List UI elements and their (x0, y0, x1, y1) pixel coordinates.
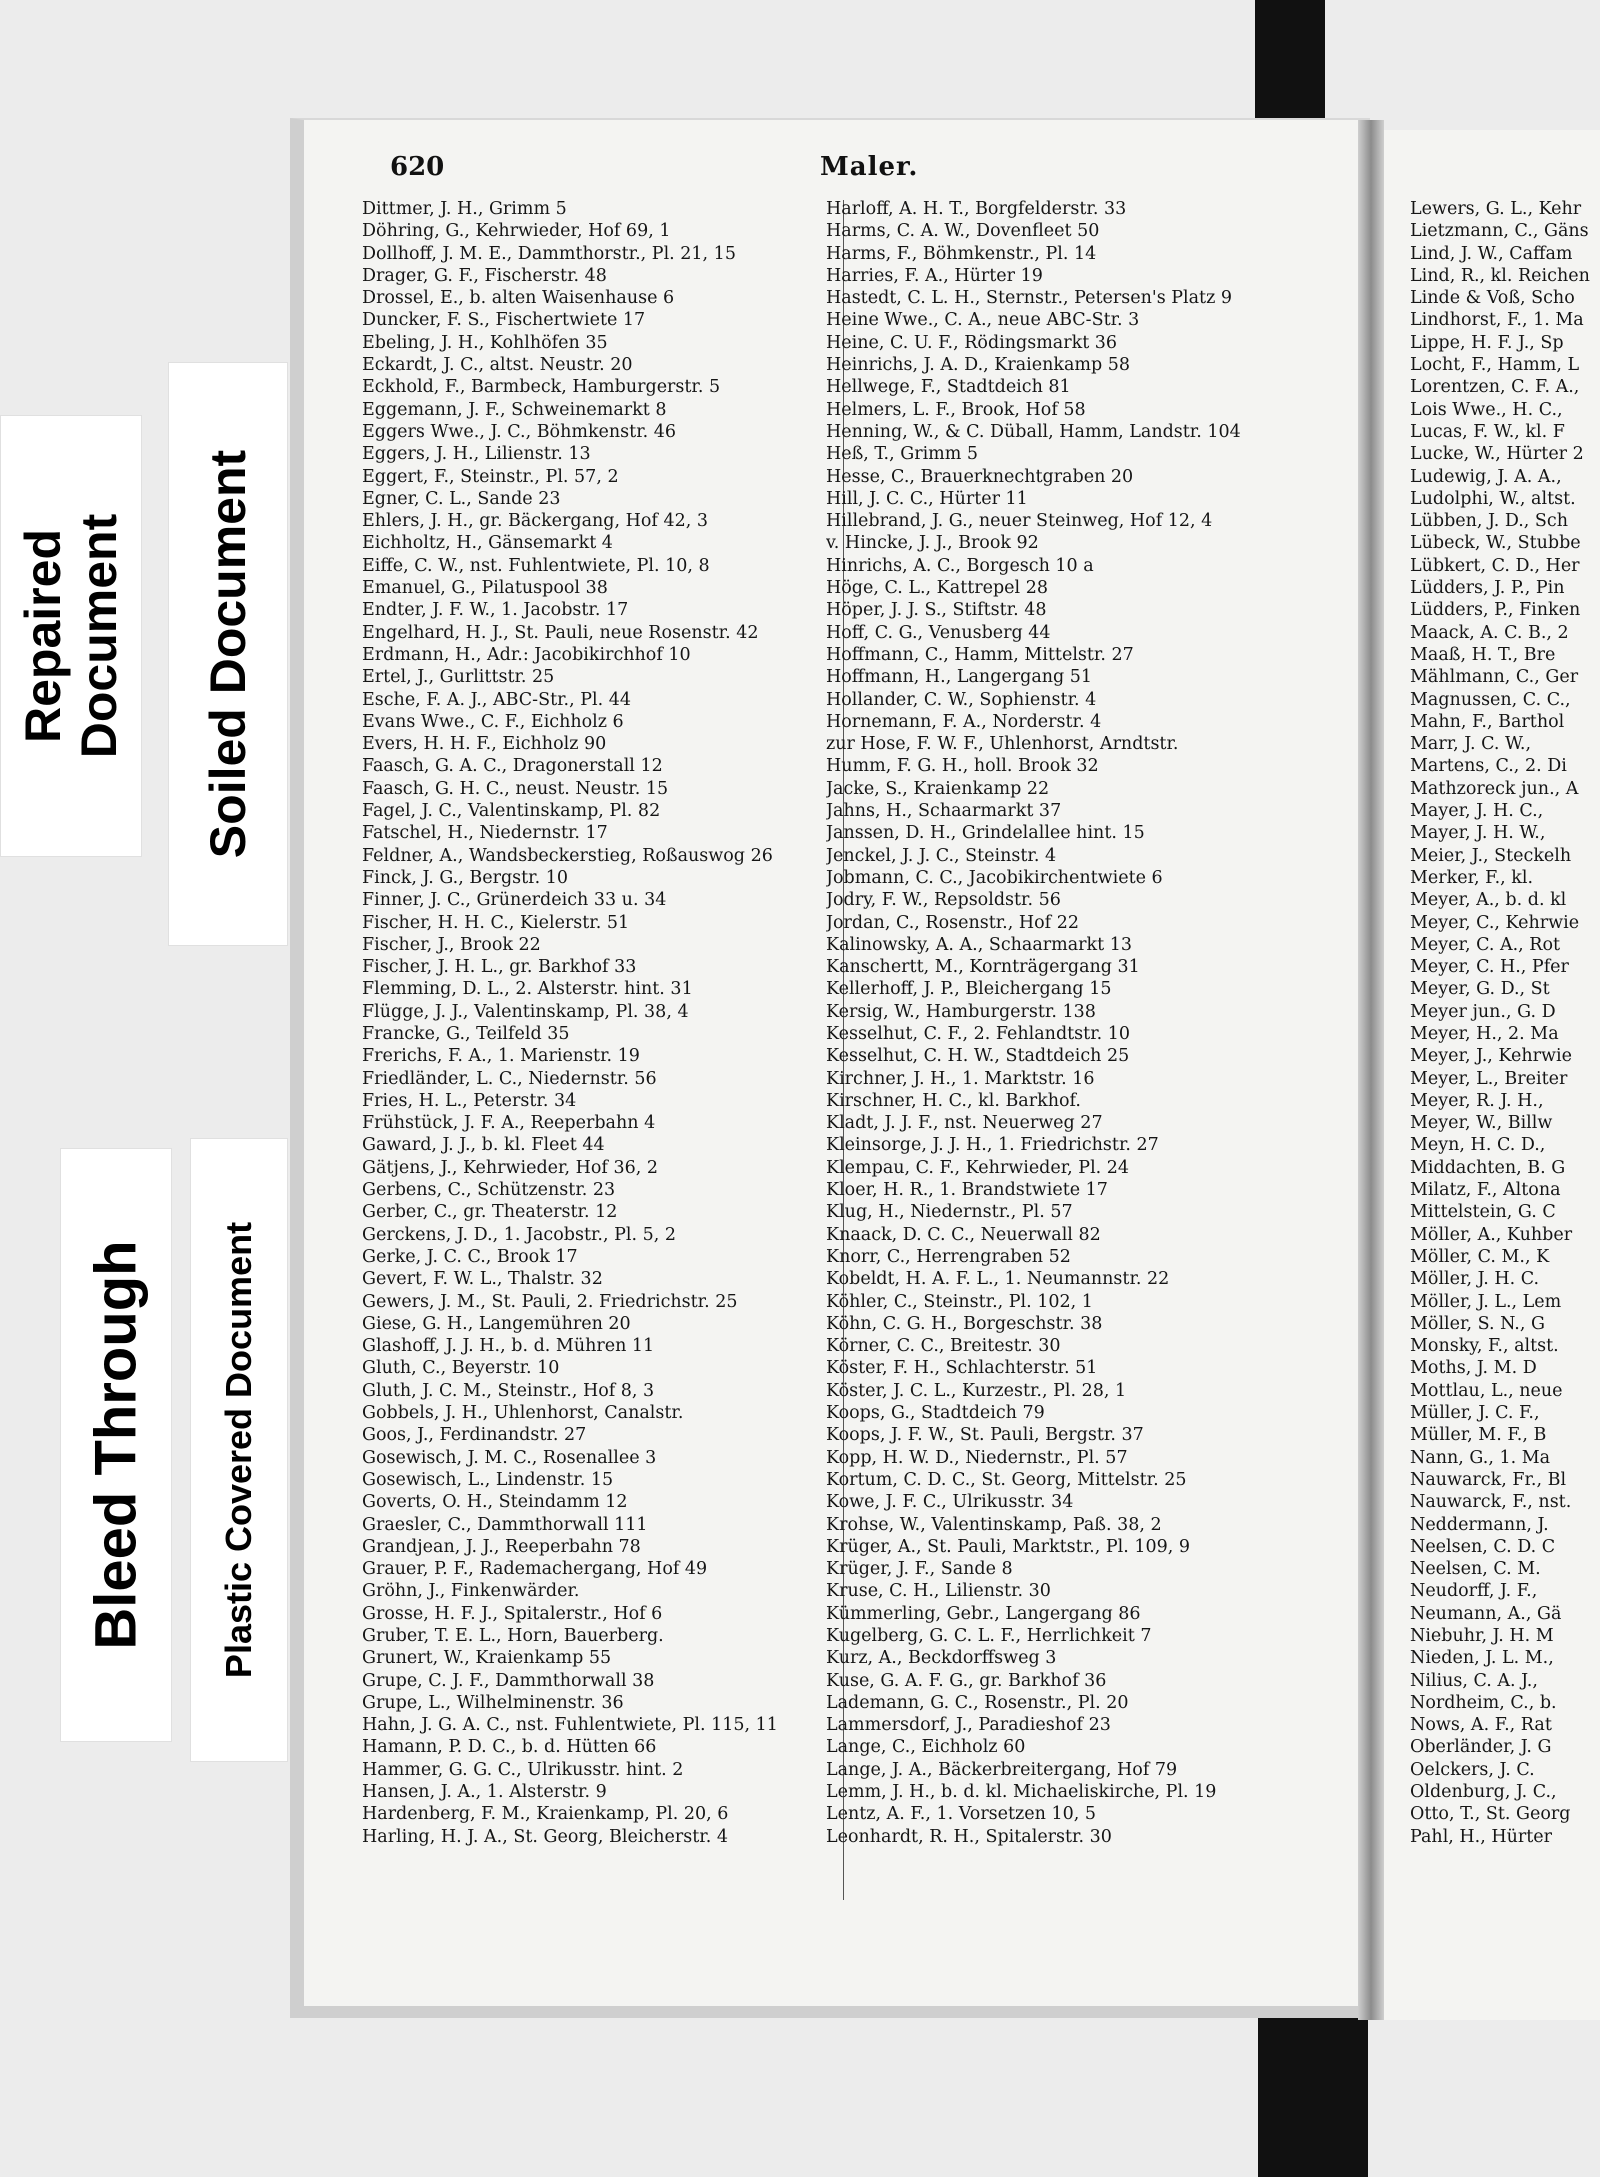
directory-entry: Ertel, J., Gurlittstr. 25 (362, 667, 555, 688)
directory-entry: Nows, A. F., Rat (1410, 1715, 1552, 1736)
directory-entry: Nieden, J. L. M., (1410, 1648, 1554, 1669)
directory-entry: Meyer, C. H., Pfer (1410, 957, 1569, 978)
directory-entry: Drossel, E., b. alten Waisenhause 6 (362, 288, 675, 309)
directory-entry: Grunert, W., Kraienkamp 55 (362, 1648, 612, 1669)
directory-entry: Martens, C., 2. Di (1410, 756, 1567, 777)
directory-entry: Gaward, J. J., b. kl. Fleet 44 (362, 1135, 605, 1156)
directory-entry: Hoffmann, C., Hamm, Mittelstr. 27 (826, 644, 1134, 665)
directory-entry: Meyer, C., Kehrwie (1410, 912, 1580, 933)
directory-entry: Fatschel, H., Niedernstr. 17 (362, 823, 608, 844)
directory-entry: Eiffe, C. W., nst. Fuhlentwiete, Pl. 10, 8 (362, 555, 710, 576)
directory-entry: Humm, F. G. H., holl. Brook 32 (826, 756, 1099, 777)
directory-entry: Nilius, C. A. J., (1410, 1670, 1538, 1691)
directory-entry: Lindhorst, F., 1. Ma (1410, 310, 1584, 331)
directory-entry: Harms, F., Böhmkenstr., Pl. 14 (826, 243, 1097, 264)
directory-entry: Marr, J. C. W., (1410, 734, 1532, 755)
directory-entry: Kalinowsky, A. A., Schaarmarkt 13 (826, 934, 1133, 955)
directory-entry: Döhring, G., Kehrwieder, Hof 69, 1 (362, 221, 671, 242)
directory-entry: Müller, J. C. F., (1410, 1403, 1540, 1424)
directory-entry: Drager, G. F., Fischerstr. 48 (362, 265, 607, 286)
directory-entry: Lübeck, W., Stubbe (1410, 533, 1581, 554)
directory-entry: Höper, J. J. S., Stiftstr. 48 (826, 600, 1047, 621)
directory-entry: Hansen, J. A., 1. Alsterstr. 9 (362, 1782, 607, 1803)
directory-entry: Lüdders, J. P., Pin (1410, 578, 1565, 599)
directory-entry: Engelhard, H. J., St. Pauli, neue Rosenstr. 42 (362, 622, 759, 643)
directory-entry: Endter, J. F. W., 1. Jacobstr. 17 (362, 600, 629, 621)
directory-entry: Kladt, J. J. F., nst. Neuerweg 27 (826, 1113, 1103, 1134)
directory-entry: Hammer, G. G. C., Ulrikusstr. hint. 2 (362, 1759, 684, 1780)
page-header (380, 152, 1340, 192)
directory-entry: Kuse, G. A. F. G., gr. Barkhof 36 (826, 1670, 1107, 1691)
directory-entry: Dittmer, J. H., Grimm 5 (362, 199, 567, 219)
directory-entry: Krohse, W., Valentinskamp, Paß. 38, 2 (826, 1514, 1162, 1535)
directory-entry: Meyer, W., Billw (1410, 1113, 1553, 1134)
directory-entry: Gerber, C., gr. Theaterstr. 12 (362, 1202, 618, 1223)
directory-entry: Faasch, G. A. C., Dragonerstall 12 (362, 756, 663, 777)
directory-entry: Höge, C. L., Kattrepel 28 (826, 578, 1048, 599)
directory-entry: Kirchner, J. H., 1. Marktstr. 16 (826, 1068, 1095, 1089)
directory-entry: Neelsen, C. M. (1410, 1559, 1541, 1580)
repaired-label-line-1: Repaired (15, 529, 71, 743)
directory-entry: Lietzmann, C., Gäns (1410, 221, 1589, 242)
directory-entry: Middachten, B. G (1410, 1157, 1566, 1178)
directory-entry: Lucke, W., Hürter 2 (1410, 444, 1584, 465)
directory-entry: Moths, J. M. D (1410, 1358, 1537, 1379)
directory-entry: Fischer, H. H. C., Kielerstr. 51 (362, 912, 630, 933)
directory-entry: Kobeldt, H. A. F. L., 1. Neumannstr. 22 (826, 1269, 1170, 1290)
directory-entry: Gätjens, J., Kehrwieder, Hof 36, 2 (362, 1157, 658, 1178)
directory-entry: Duncker, F. S., Fischertwiete 17 (362, 310, 646, 331)
directory-entry: Jodry, F. W., Repsoldstr. 56 (826, 890, 1061, 911)
directory-entry: Hardenberg, F. M., Kraienkamp, Pl. 20, 6 (362, 1804, 729, 1825)
directory-entry: Müller, M. F., B (1410, 1425, 1547, 1446)
directory-entry: Gevert, F. W. L., Thalstr. 32 (362, 1269, 603, 1290)
directory-entry: Lademann, G. C., Rosenstr., Pl. 20 (826, 1692, 1129, 1713)
directory-entry: Finner, J. C., Grünerdeich 33 u. 34 (362, 890, 667, 911)
directory-entry: Meyer, L., Breiter (1410, 1068, 1568, 1089)
directory-entry: Oelckers, J. C. (1410, 1759, 1535, 1780)
directory-entry: Lucas, F. W., kl. F (1410, 421, 1565, 442)
directory-entry: Mayer, J. H. W., (1410, 823, 1546, 844)
directory-entry: Hollander, C. W., Sophienstr. 4 (826, 689, 1097, 710)
directory-entry: Kowe, J. F. C., Ulrikusstr. 34 (826, 1492, 1074, 1513)
directory-entry: Harloff, A. H. T., Borgfelderstr. 33 (826, 199, 1127, 219)
directory-entry: Meyn, H. C. D., (1410, 1135, 1546, 1156)
directory-entry: Evers, H. H. F., Eichholz 90 (362, 734, 607, 755)
directory-entry: Kurz, A., Beckdorffsweg 3 (826, 1648, 1057, 1669)
directory-entry: Lind, R., kl. Reichen (1410, 265, 1590, 286)
directory-entry: Koops, J. F. W., St. Pauli, Bergstr. 37 (826, 1425, 1144, 1446)
directory-entry: Nauwarck, Fr., Bl (1410, 1469, 1567, 1490)
directory-entry: Meyer jun., G. D (1410, 1001, 1556, 1022)
directory-entry: Eggert, F., Steinstr., Pl. 57, 2 (362, 466, 619, 487)
directory-entry: Maack, A. C. B., 2 (1410, 622, 1569, 643)
directory-entry: Francke, G., Teilfeld 35 (362, 1023, 570, 1044)
directory-entry: Henning, W., & C. Düball, Hamm, Landstr. 104 (826, 421, 1241, 442)
directory-entry: Neumann, A., Gä (1410, 1603, 1562, 1624)
directory-entry: Frerichs, F. A., 1. Marienstr. 19 (362, 1046, 640, 1067)
directory-entry: Mahn, F., Barthol (1410, 711, 1565, 732)
directory-entry: Kellerhoff, J. P., Bleichergang 15 (826, 979, 1112, 1000)
directory-entry: Möller, J. H. C. (1410, 1269, 1540, 1290)
directory-entry: Lüdders, P., Finken (1410, 600, 1581, 621)
directory-column-right (1410, 198, 1600, 1848)
directory-entry: Fagel, J. C., Valentinskamp, Pl. 82 (362, 801, 661, 822)
directory-entry: Linde & Voß, Scho (1410, 288, 1575, 309)
soiled-label-text: Soiled Document (200, 449, 256, 859)
directory-entry: Neddermann, J. (1410, 1514, 1549, 1535)
directory-entry: Krüger, J. F., Sande 8 (826, 1559, 1013, 1580)
bottom-binding-strip (1258, 2010, 1368, 2177)
directory-entry: Knaack, D. C. C., Neuerwall 82 (826, 1224, 1101, 1245)
directory-entry: Nann, G., 1. Ma (1410, 1447, 1551, 1468)
directory-entry: Jobmann, C. C., Jacobikirchentwiete 6 (826, 867, 1163, 888)
directory-entry: Gobbels, J. H., Uhlenhorst, Canalstr. (362, 1403, 684, 1424)
directory-entry: Grauer, P. F., Rademachergang, Hof 49 (362, 1559, 708, 1580)
directory-entry: Hinrichs, A. C., Borgesch 10 a (826, 555, 1094, 576)
directory-entry: Kesselhut, C. H. W., Stadtdeich 25 (826, 1046, 1130, 1067)
directory-entry: Fries, H. L., Peterstr. 34 (362, 1090, 577, 1111)
directory-entry: Gröhn, J., Finkenwärder. (362, 1581, 580, 1602)
directory-entry: Feldner, A., Wandsbeckerstieg, Roßauswog 26 (362, 845, 773, 866)
directory-entry: Evans Wwe., C. F., Eichholz 6 (362, 711, 624, 732)
directory-entry: Fischer, J., Brook 22 (362, 934, 541, 955)
directory-entry: Hornemann, F. A., Norderstr. 4 (826, 711, 1102, 732)
directory-entry: Heß, T., Grimm 5 (826, 444, 979, 465)
directory-entry: Neelsen, C. D. C (1410, 1536, 1556, 1557)
directory-entry: Meyer, C. A., Rot (1410, 934, 1561, 955)
directory-entry: Ehlers, J. H., gr. Bäckergang, Hof 42, 3 (362, 511, 708, 532)
directory-entry: Kugelberg, G. C. L. F., Herrlichkeit 7 (826, 1626, 1152, 1646)
directory-entry: Milatz, F., Altona (1410, 1180, 1561, 1201)
directory-entry: Kruse, C. H., Lilienstr. 30 (826, 1581, 1051, 1602)
directory-entry: Köster, J. C. L., Kurzestr., Pl. 28, 1 (826, 1380, 1127, 1401)
directory-entry: Faasch, G. H. C., neust. Neustr. 15 (362, 778, 669, 799)
directory-entry: Möller, S. N., G (1410, 1313, 1545, 1334)
directory-entry: Lind, J. W., Caffam (1410, 243, 1573, 264)
directory-entry: Meyer, R. J. H., (1410, 1090, 1544, 1111)
directory-entry: Grupe, L., Wilhelminenstr. 36 (362, 1692, 624, 1713)
directory-entry: Meyer, H., 2. Ma (1410, 1023, 1559, 1044)
directory-entry: Kanschertt, M., Kornträgergang 31 (826, 957, 1140, 978)
directory-entry: Harling, H. J. A., St. Georg, Bleicherstr. 4 (362, 1826, 728, 1847)
bleed-label-text: Bleed Through (83, 1240, 149, 1650)
directory-entry: Kesselhut, C. F., 2. Fehlandtstr. 10 (826, 1023, 1131, 1044)
directory-entry: Heine, C. U. F., Rödingsmarkt 36 (826, 332, 1118, 353)
directory-entry: Otto, T., St. Georg (1410, 1804, 1571, 1825)
book-gutter (1358, 120, 1384, 2020)
directory-entry: Nordheim, C., b. (1410, 1692, 1557, 1713)
directory-entry: Hastedt, C. L. H., Sternstr., Petersen's Platz 9 (826, 288, 1232, 309)
bleed-through-label (60, 1148, 172, 1742)
directory-entry: Eggemann, J. F., Schweinemarkt 8 (362, 399, 667, 420)
directory-entry: Kopp, H. W. D., Niedernstr., Pl. 57 (826, 1447, 1128, 1468)
directory-entry: Ludewig, J. A. A., (1410, 466, 1562, 487)
directory-entry: Lois Wwe., H. C., (1410, 399, 1563, 420)
directory-entry: Kortum, C. D. C., St. Georg, Mittelstr. 25 (826, 1469, 1187, 1490)
directory-entry: Janssen, D. H., Grindelallee hint. 15 (826, 823, 1145, 844)
directory-entry: Eggers Wwe., J. C., Böhmkenstr. 46 (362, 421, 677, 442)
directory-entry: Neudorff, J. F., (1410, 1581, 1538, 1602)
directory-entry: Knorr, C., Herrengraben 52 (826, 1246, 1071, 1267)
top-binding-strip (1255, 0, 1325, 128)
directory-entry: Hoff, C. G., Venusberg 44 (826, 622, 1051, 643)
directory-entry: Grupe, C. J. F., Dammthorwall 38 (362, 1670, 655, 1691)
directory-entry: Kirschner, H. C., kl. Barkhof. (826, 1090, 1081, 1111)
page-number: 620 (390, 152, 445, 182)
directory-entry: Fischer, J. H. L., gr. Barkhof 33 (362, 957, 637, 978)
directory-entry: Kümmerling, Gebr., Langergang 86 (826, 1603, 1141, 1624)
directory-entry: Köster, F. H., Schlachterstr. 51 (826, 1358, 1098, 1379)
directory-entry: Mathzoreck jun., A (1410, 778, 1579, 799)
directory-entry: Pahl, H., Hürter (1410, 1826, 1553, 1847)
directory-entry: Kersig, W., Hamburgerstr. 138 (826, 1001, 1096, 1022)
directory-entry: Grandjean, J. J., Reeperbahn 78 (362, 1536, 641, 1557)
directory-entry: Ludolphi, W., altst. (1410, 488, 1576, 509)
directory-entry: Hahn, J. G. A. C., nst. Fuhlentwiete, Pl. 115, 11 (362, 1715, 778, 1736)
directory-entry: Hellwege, F., Stadtdeich 81 (826, 377, 1071, 398)
directory-entry: Hesse, C., Brauerknechtgraben 20 (826, 466, 1134, 487)
directory-entry: Lewers, G. L., Kehr (1410, 199, 1582, 219)
directory-entry: Dollhoff, J. M. E., Dammthorstr., Pl. 21, 15 (362, 243, 736, 264)
directory-entry: Lemm, J. H., b. d. kl. Michaeliskirche, Pl. 19 (826, 1782, 1217, 1803)
directory-entry: Lübben, J. D., Sch (1410, 511, 1568, 532)
directory-entry: Mählmann, C., Ger (1410, 667, 1579, 688)
directory-entry: Klempau, C. F., Kehrwieder, Pl. 24 (826, 1157, 1130, 1178)
directory-entry: Lange, J. A., Bäckerbreitergang, Hof 79 (826, 1759, 1178, 1780)
directory-entry: Erdmann, H., Adr.: Jacobikirchhof 10 (362, 644, 691, 665)
directory-entry: Meyer, A., b. d. kl (1410, 890, 1567, 911)
directory-entry: Lippe, H. F. J., Sp (1410, 332, 1564, 353)
directory-entry: Graesler, C., Dammthorwall 111 (362, 1514, 648, 1535)
directory-entry: Gluth, C., Beyerstr. 10 (362, 1358, 560, 1379)
directory-entry: Frühstück, J. F. A., Reeperbahn 4 (362, 1113, 656, 1134)
directory-entry: Klug, H., Niedernstr., Pl. 57 (826, 1202, 1073, 1223)
soiled-document-label (168, 362, 288, 946)
directory-column-middle (826, 198, 1356, 1848)
directory-entry: Meyer, J., Kehrwie (1410, 1046, 1572, 1067)
directory-entry: Harries, F. A., Hürter 19 (826, 265, 1043, 286)
directory-entry: Hoffmann, H., Langergang 51 (826, 667, 1093, 688)
directory-entry: Eggers, J. H., Lilienstr. 13 (362, 444, 591, 465)
directory-entry: Nauwarck, F., nst. (1410, 1492, 1572, 1513)
directory-entry: Gerbens, C., Schützenstr. 23 (362, 1180, 616, 1201)
directory-entry: Eckhold, F., Barmbeck, Hamburgerstr. 5 (362, 377, 721, 398)
directory-entry: Möller, C. M., K (1410, 1246, 1550, 1267)
directory-entry: Krüger, A., St. Pauli, Marktstr., Pl. 109, 9 (826, 1536, 1190, 1557)
directory-entry: Gewers, J. M., St. Pauli, 2. Friedrichstr. 25 (362, 1291, 738, 1312)
directory-entry: Gruber, T. E. L., Horn, Bauerberg. (362, 1626, 664, 1646)
repaired-document-label (0, 415, 142, 857)
directory-entry: Flemming, D. L., 2. Alsterstr. hint. 31 (362, 979, 693, 1000)
directory-entry: Goverts, O. H., Steindamm 12 (362, 1492, 628, 1513)
directory-entry: Körner, C. C., Breitestr. 30 (826, 1336, 1061, 1357)
directory-entry: Hill, J. C. C., Hürter 11 (826, 488, 1028, 509)
directory-entry: Kleinsorge, J. J. H., 1. Friedrichstr. 27 (826, 1135, 1159, 1156)
directory-entry: Koops, G., Stadtdeich 79 (826, 1403, 1045, 1424)
directory-entry: Egner, C. L., Sande 23 (362, 488, 561, 509)
directory-entry: zur Hose, F. W. F., Uhlenhorst, Arndtstr. (826, 734, 1179, 755)
directory-entry: Emanuel, G., Pilatuspool 38 (362, 578, 608, 599)
directory-entry: Lammersdorf, J., Paradieshof 23 (826, 1715, 1111, 1736)
directory-entry: Maaß, H. T., Bre (1410, 644, 1556, 665)
directory-entry: Niebuhr, J. H. M (1410, 1626, 1554, 1646)
directory-entry: Harms, C. A. W., Dovenfleet 50 (826, 221, 1100, 242)
directory-entry: Locht, F., Hamm, L (1410, 355, 1580, 376)
directory-entry: Mittelstein, G. C (1410, 1202, 1556, 1223)
directory-entry: Giese, G. H., Langemühren 20 (362, 1313, 631, 1334)
directory-entry: Möller, J. L., Lem (1410, 1291, 1562, 1312)
directory-entry: Gerckens, J. D., 1. Jacobstr., Pl. 5, 2 (362, 1224, 677, 1245)
directory-entry: Jenckel, J. J. C., Steinstr. 4 (826, 845, 1057, 866)
directory-entry: Hillebrand, J. G., neuer Steinweg, Hof 12, 4 (826, 511, 1213, 532)
directory-entry: Gosewisch, L., Lindenstr. 15 (362, 1469, 614, 1490)
directory-entry: Lorentzen, C. F. A., (1410, 377, 1580, 398)
directory-entry: Oberländer, J. G (1410, 1737, 1552, 1758)
plastic-covered-label (190, 1138, 288, 1762)
directory-entry: Lübkert, C. D., Her (1410, 555, 1580, 576)
directory-entry: Merker, F., kl. (1410, 867, 1534, 888)
directory-entry: Jacke, S., Kraienkamp 22 (826, 778, 1050, 799)
directory-entry: Jordan, C., Rosenstr., Hof 22 (826, 912, 1079, 933)
directory-entry: Monsky, F., altst. (1410, 1336, 1559, 1357)
directory-entry: Leonhardt, R. H., Spitalerstr. 30 (826, 1826, 1112, 1847)
directory-entry: Meyer, G. D., St (1410, 979, 1550, 1000)
directory-entry: Hamann, P. D. C., b. d. Hütten 66 (362, 1737, 657, 1758)
directory-entry: Köhler, C., Steinstr., Pl. 102, 1 (826, 1291, 1093, 1312)
directory-entry: Helmers, L. F., Brook, Hof 58 (826, 399, 1086, 420)
directory-entry: Köhn, C. G. H., Borgeschstr. 38 (826, 1313, 1103, 1334)
directory-entry: Meier, J., Steckelh (1410, 845, 1572, 866)
directory-entry: Eichholtz, H., Gänsemarkt 4 (362, 533, 613, 554)
directory-entry: Flügge, J. J., Valentinskamp, Pl. 38, 4 (362, 1001, 689, 1022)
directory-entry: Ebeling, J. H., Kohlhöfen 35 (362, 332, 608, 353)
directory-entry: Eckardt, J. C., altst. Neustr. 20 (362, 355, 633, 376)
directory-entry: Glashoff, J. J. H., b. d. Mühren 11 (362, 1336, 655, 1357)
plastic-label-text: Plastic Covered Document (218, 1221, 259, 1679)
directory-entry: Gosewisch, J. M. C., Rosenallee 3 (362, 1447, 657, 1468)
directory-entry: Gerke, J. C. C., Brook 17 (362, 1246, 578, 1267)
running-head: Maler. (820, 152, 919, 182)
directory-entry: Finck, J. G., Bergstr. 10 (362, 867, 569, 888)
directory-entry: Goos, J., Ferdinandstr. 27 (362, 1425, 587, 1446)
repaired-label-line-2: Document (71, 513, 127, 759)
directory-entry: Jahns, H., Schaarmarkt 37 (826, 801, 1062, 822)
directory-entry: Kloer, H. R., 1. Brandstwiete 17 (826, 1180, 1108, 1201)
directory-entry: Friedländer, L. C., Niedernstr. 56 (362, 1068, 657, 1089)
directory-entry: Möller, A., Kuhber (1410, 1224, 1573, 1245)
directory-entry: Magnussen, C. C., (1410, 689, 1571, 710)
directory-entry: Gluth, J. C. M., Steinstr., Hof 8, 3 (362, 1380, 655, 1401)
directory-entry: Lentz, A. F., 1. Vorsetzen 10, 5 (826, 1804, 1096, 1825)
directory-entry: Esche, F. A. J., ABC-Str., Pl. 44 (362, 689, 632, 710)
directory-entry: Mayer, J. H. C., (1410, 801, 1544, 822)
directory-entry: Grosse, H. F. J., Spitalerstr., Hof 6 (362, 1603, 663, 1624)
directory-entry: Oldenburg, J. C., (1410, 1782, 1557, 1803)
directory-entry: Lange, C., Eichholz 60 (826, 1737, 1026, 1758)
directory-entry: Heine Wwe., C. A., neue ABC-Str. 3 (826, 310, 1140, 331)
directory-column-left (362, 198, 842, 1848)
directory-entry: Heinrichs, J. A. D., Kraienkamp 58 (826, 355, 1131, 376)
directory-entry: v. Hincke, J. J., Brook 92 (826, 533, 1039, 554)
directory-entry: Mottlau, L., neue (1410, 1380, 1563, 1401)
